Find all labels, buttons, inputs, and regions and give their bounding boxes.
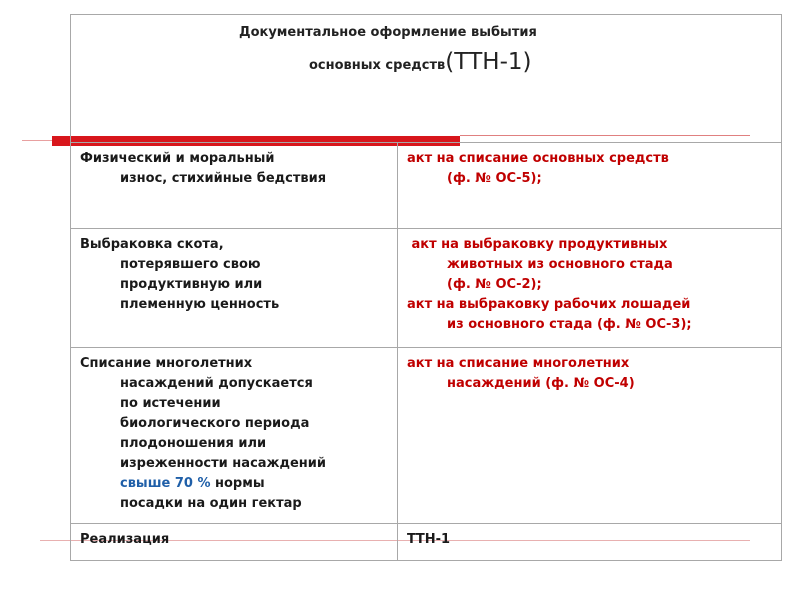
row2-right-text-b: акт на выбраковку рабочих лошадей из основного стада (ф. № ОС-3); bbox=[407, 296, 692, 332]
title-cell bbox=[71, 15, 782, 143]
decor-red-line-left bbox=[22, 140, 52, 141]
row4-left-text: Реализация bbox=[80, 532, 170, 548]
row2-left-cell bbox=[71, 228, 398, 348]
row1-right-cell bbox=[398, 143, 782, 228]
row4-left-cell bbox=[71, 524, 398, 561]
outline-table bbox=[70, 14, 782, 561]
row2-left-text: Выбраковка скота, потерявшего свою продуктивную или племенную ценность bbox=[80, 236, 280, 312]
table-row bbox=[71, 524, 782, 561]
title-line2-big: (ТТН-1) bbox=[445, 49, 532, 75]
title-line2 bbox=[309, 49, 532, 75]
row1-left-text: Физический и моральный износ, стихийные бедствия bbox=[80, 151, 327, 187]
title-line1: Документальное оформление выбытия bbox=[239, 25, 537, 40]
row1-left-cell bbox=[71, 143, 398, 228]
table-row bbox=[71, 348, 782, 524]
row4-right-cell bbox=[398, 524, 782, 561]
row3-right-text: акт на списание многолетних насаждений (ф. № ОС-4) bbox=[407, 356, 635, 392]
row3-right-cell bbox=[398, 348, 782, 524]
table-row bbox=[71, 143, 782, 228]
row1-right-text: акт на списание основных средств (ф. № ОС-5); bbox=[407, 151, 669, 187]
row3-left-cell bbox=[71, 348, 398, 524]
title-line2-main: основных средств bbox=[309, 58, 446, 73]
highlight-percent: свыше 70 % bbox=[120, 476, 211, 492]
table-row bbox=[71, 228, 782, 348]
row3-left-text: Списание многолетних насаждений допускается по истечении биологического периода плодоношения или изреженности насаждений свыше 70 % нормы посадки на один гектар bbox=[80, 356, 326, 512]
row2-right-cell bbox=[398, 228, 782, 348]
row2-right-text-a: акт на выбраковку продуктивных животных из основного стада (ф. № ОС-2); bbox=[407, 236, 673, 292]
row4-right-text: ТТН-1 bbox=[407, 532, 451, 548]
